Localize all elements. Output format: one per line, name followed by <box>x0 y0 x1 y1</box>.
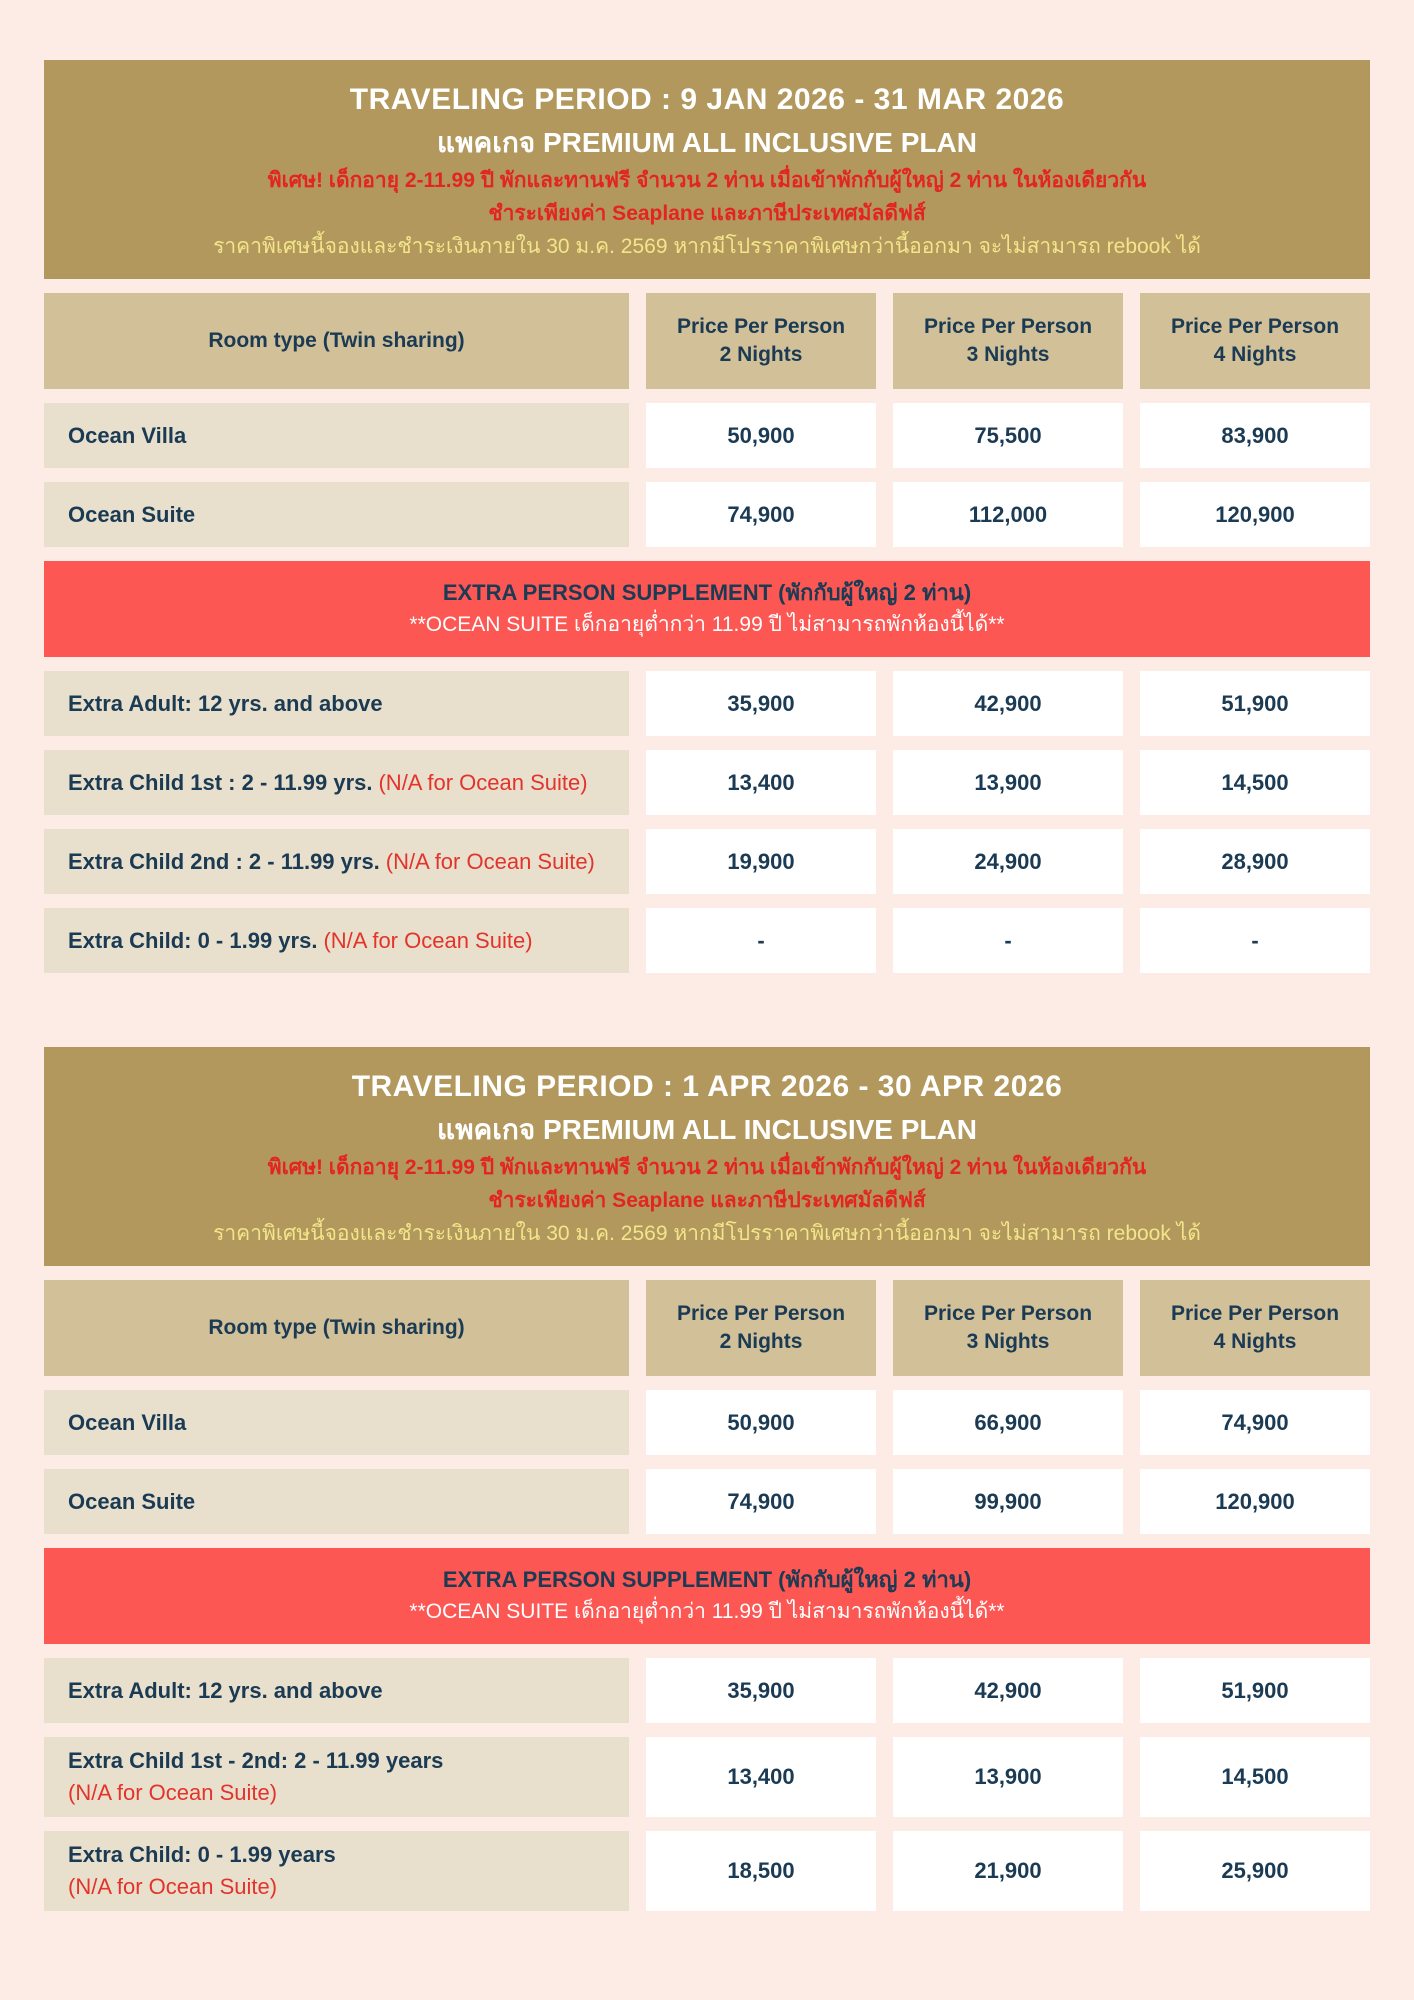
section-period-2 <box>44 1047 1370 1911</box>
price-per-person-label: Price Per Person <box>923 1302 1093 1325</box>
room-name: Ocean Suite <box>68 501 196 527</box>
section-period-1 <box>44 60 1370 973</box>
traveling-period-banner <box>44 1047 1370 1266</box>
price-cell: 42,900 <box>893 671 1123 736</box>
price-per-person-label: Price Per Person <box>923 315 1093 338</box>
price-cell: 50,900 <box>646 403 876 468</box>
price-cell: 35,900 <box>646 671 876 736</box>
room-row-ocean-suite <box>44 482 629 547</box>
price-cell: 21,900 <box>893 1831 1123 1911</box>
column-header-2-nights <box>646 1280 876 1376</box>
supplement-subtitle: **OCEAN SUITE เด็กอายุต่ำกว่า 11.99 ปี ไม่สามารถพักห้องนี้ได้** <box>409 613 1005 636</box>
traveling-period-banner <box>44 60 1370 279</box>
traveling-period-title: TRAVELING PERIOD : 1 APR 2026 - 30 APR 2026 <box>351 1070 1063 1103</box>
price-cell: 51,900 <box>1140 671 1370 736</box>
extra-row-adult <box>44 671 629 736</box>
extra-row-adult <box>44 1658 629 1723</box>
package-subtitle: แพคเกจ PREMIUM ALL INCLUSIVE PLAN <box>437 1114 977 1145</box>
column-header-2-nights <box>646 293 876 389</box>
extra-row-label: Extra Child 1st - 2nd: 2 - 11.99 years (N/A for Ocean Suite) <box>68 1747 619 1807</box>
price-cell: 75,500 <box>893 403 1123 468</box>
price-cell: 120,900 <box>1140 1469 1370 1534</box>
booking-note: ราคาพิเศษนี้จองและชำระเงินภายใน 30 ม.ค. 2569 หากมีโปรราคาพิเศษกว่านี้ออกมา จะไม่สามารถ rebook ได้ <box>213 1222 1201 1245</box>
na-note: (N/A for Ocean Suite) <box>68 1874 278 1899</box>
booking-note: ราคาพิเศษนี้จองและชำระเงินภายใน 30 ม.ค. 2569 หากมีโปรราคาพิเศษกว่านี้ออกมา จะไม่สามารถ rebook ได้ <box>213 235 1201 258</box>
traveling-period-title: TRAVELING PERIOD : 9 JAN 2026 - 31 MAR 2026 <box>349 83 1065 116</box>
column-header-3-nights <box>893 1280 1123 1376</box>
price-cell: 112,000 <box>893 482 1123 547</box>
room-name: Ocean Villa <box>68 1409 187 1435</box>
supplement-subtitle: **OCEAN SUITE เด็กอายุต่ำกว่า 11.99 ปี ไม่สามารถพักห้องนี้ได้** <box>409 1600 1005 1623</box>
extra-row-label: Extra Child: 0 - 1.99 years (N/A for Ocean Suite) <box>68 1841 619 1901</box>
column-header-4-nights <box>1140 1280 1370 1376</box>
price-cell: 51,900 <box>1140 1658 1370 1723</box>
na-note: (N/A for Ocean Suite) <box>323 927 533 953</box>
promo-line-1: พิเศษ! เด็กอายุ 2-11.99 ปี พักและทานฟรี จำนวน 2 ท่าน เมื่อเข้าพักกับผู้ใหญ่ 2 ท่าน ในห้องเดียวกัน <box>267 169 1147 192</box>
price-cell: - <box>646 908 876 973</box>
extra-row-label: Extra Adult: 12 yrs. and above <box>68 690 383 716</box>
extra-row-child-1st <box>44 750 629 815</box>
room-row-ocean-villa <box>44 1390 629 1455</box>
price-per-person-label: Price Per Person <box>1170 315 1340 338</box>
price-cell: 24,900 <box>893 829 1123 894</box>
room-row-ocean-villa <box>44 403 629 468</box>
extra-person-supplement-banner <box>44 1548 1370 1644</box>
promo-line-1: พิเศษ! เด็กอายุ 2-11.99 ปี พักและทานฟรี จำนวน 2 ท่าน เมื่อเข้าพักกับผู้ใหญ่ 2 ท่าน ในห้องเดียวกัน <box>267 1156 1147 1179</box>
column-header-4-nights <box>1140 293 1370 389</box>
na-note: (N/A for Ocean Suite) <box>378 769 588 795</box>
price-cell: 18,500 <box>646 1831 876 1911</box>
price-cell: - <box>893 908 1123 973</box>
price-per-person-label: Price Per Person <box>1170 1302 1340 1325</box>
price-cell: 13,900 <box>893 1737 1123 1817</box>
extra-row-child-1st-2nd <box>44 1737 629 1817</box>
promo-line-2: ชำระเพียงค่า Seaplane และภาษีประเทศมัลดีฟส์ <box>488 1189 926 1212</box>
pricing-table <box>44 1280 1370 1911</box>
nights-label: 3 Nights <box>966 343 1050 366</box>
price-cell: 42,900 <box>893 1658 1123 1723</box>
price-cell: 28,900 <box>1140 829 1370 894</box>
price-cell: 35,900 <box>646 1658 876 1723</box>
supplement-title: EXTRA PERSON SUPPLEMENT (พักกับผู้ใหญ่ 2 ท่าน) <box>442 1567 972 1592</box>
price-per-person-label: Price Per Person <box>676 315 846 338</box>
price-cell: 99,900 <box>893 1469 1123 1534</box>
nights-label: 3 Nights <box>966 1330 1050 1353</box>
extra-row-label: Extra Adult: 12 yrs. and above <box>68 1677 383 1703</box>
price-cell: 19,900 <box>646 829 876 894</box>
column-header-room-type: Room type (Twin sharing) <box>44 293 629 389</box>
price-cell: - <box>1140 908 1370 973</box>
package-subtitle: แพคเกจ PREMIUM ALL INCLUSIVE PLAN <box>437 127 977 158</box>
extra-row-label: Extra Child: 0 - 1.99 yrs. (N/A for Ocean Suite) <box>68 927 533 953</box>
price-cell: 14,500 <box>1140 1737 1370 1817</box>
extra-row-infant <box>44 1831 629 1911</box>
pricing-table <box>44 293 1370 973</box>
nights-label: 4 Nights <box>1213 1330 1297 1353</box>
promo-line-2: ชำระเพียงค่า Seaplane และภาษีประเทศมัลดีฟส์ <box>488 202 926 225</box>
extra-row-label: Extra Child 2nd : 2 - 11.99 yrs. (N/A for Ocean Suite) <box>68 848 595 874</box>
price-cell: 83,900 <box>1140 403 1370 468</box>
extra-row-infant <box>44 908 629 973</box>
price-cell: 74,900 <box>646 1469 876 1534</box>
extra-person-supplement-banner <box>44 561 1370 657</box>
column-header-3-nights <box>893 293 1123 389</box>
price-cell: 74,900 <box>1140 1390 1370 1455</box>
na-note: (N/A for Ocean Suite) <box>68 1780 278 1805</box>
price-per-person-label: Price Per Person <box>676 1302 846 1325</box>
price-cell: 13,900 <box>893 750 1123 815</box>
extra-row-child-2nd <box>44 829 629 894</box>
nights-label: 2 Nights <box>719 343 803 366</box>
price-cell: 14,500 <box>1140 750 1370 815</box>
room-row-ocean-suite <box>44 1469 629 1534</box>
nights-label: 4 Nights <box>1213 343 1297 366</box>
nights-label: 2 Nights <box>719 1330 803 1353</box>
price-cell: 120,900 <box>1140 482 1370 547</box>
price-cell: 25,900 <box>1140 1831 1370 1911</box>
column-header-room-type: Room type (Twin sharing) <box>44 1280 629 1376</box>
room-name: Ocean Suite <box>68 1488 196 1514</box>
extra-row-label: Extra Child 1st : 2 - 11.99 yrs. (N/A for Ocean Suite) <box>68 769 588 795</box>
price-cell: 13,400 <box>646 750 876 815</box>
price-cell: 13,400 <box>646 1737 876 1817</box>
room-name: Ocean Villa <box>68 422 187 448</box>
price-cell: 66,900 <box>893 1390 1123 1455</box>
price-cell: 50,900 <box>646 1390 876 1455</box>
price-cell: 74,900 <box>646 482 876 547</box>
supplement-title: EXTRA PERSON SUPPLEMENT (พักกับผู้ใหญ่ 2 ท่าน) <box>442 580 972 605</box>
na-note: (N/A for Ocean Suite) <box>385 848 595 874</box>
